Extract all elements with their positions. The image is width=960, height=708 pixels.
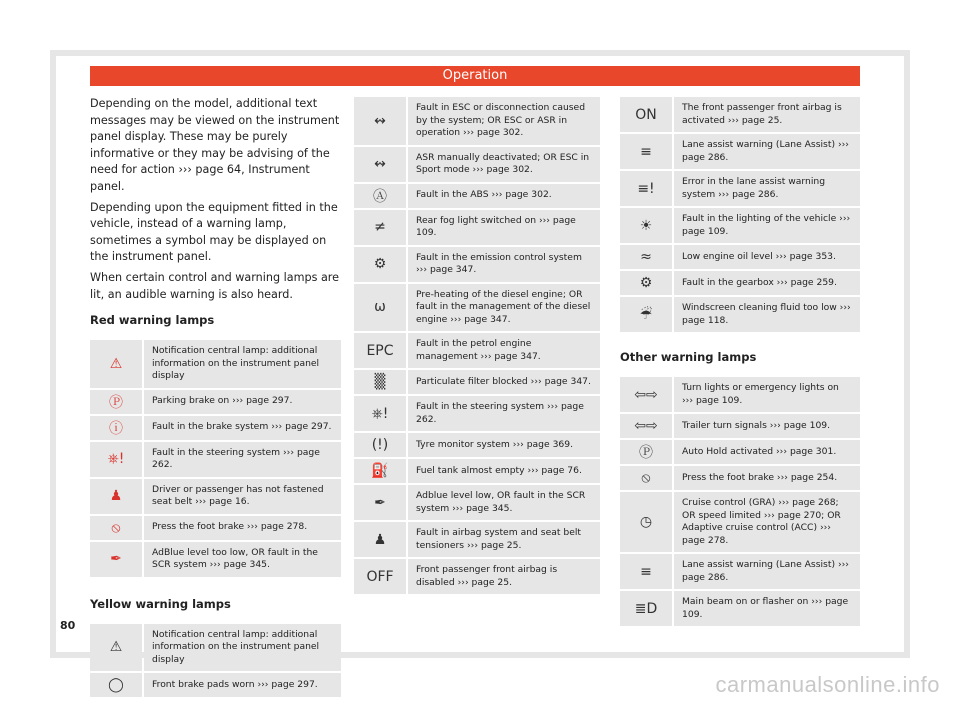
lamp-row [354, 370, 600, 396]
yellow-lamps-heading: Yellow warning lamps [90, 596, 231, 611]
lamp-row [620, 377, 860, 414]
airbag-icon: ♟ [354, 522, 406, 557]
lamp-row [620, 297, 860, 334]
lamp-description: AdBlue level too low, OR fault in the SCR system ››› page 345. [144, 542, 341, 577]
foot-brake-icon: ⦸ [620, 466, 672, 490]
lamp-description: Press the foot brake ››› page 278. [144, 516, 341, 540]
section-banner: Operation [90, 66, 860, 86]
lane-assist-icon: ≡ [620, 554, 672, 589]
lamp-row [354, 333, 600, 370]
lamp-description: The front passenger front airbag is activated ››› page 25. [674, 97, 860, 132]
washer-fluid-icon: ☔ [620, 297, 672, 332]
lamp-description: Fuel tank almost empty ››› page 76. [408, 459, 600, 483]
lamp-description: Driver or passenger has not fastened seat belt ››› page 16. [144, 479, 341, 514]
column-right [620, 96, 860, 628]
lamp-row [620, 492, 860, 554]
yellow-lamps-table-cont [354, 96, 600, 596]
page-number: 80 [60, 619, 76, 632]
main-beam-icon: ≣D [620, 591, 672, 626]
lamp-row [354, 184, 600, 210]
brake-fault-icon: ⓘ [90, 416, 142, 440]
lamp-row [354, 522, 600, 559]
lamp-description: Pre-heating of the diesel engine; OR fault in the management of the diesel engine ››› page 347. [408, 284, 600, 332]
lamp-row [90, 624, 341, 674]
yellow-lamps-table [90, 623, 341, 700]
gearbox-icon: ⚙ [620, 271, 672, 295]
lamp-row [354, 210, 600, 247]
fuel-tank-icon: ⛽ [354, 459, 406, 483]
lamp-description: Rear fog light switched on ››› page 109. [408, 210, 600, 245]
steering-fault-icon: ⎈! [90, 442, 142, 477]
lamp-row [620, 554, 860, 591]
lamp-row [90, 416, 341, 442]
lamp-description: Fault in ESC or disconnection caused by the system; OR ESC or ASR in operation ››› page 302. [408, 97, 600, 145]
lamp-description: Low engine oil level ››› page 353. [674, 245, 860, 269]
epc-icon: EPC [354, 333, 406, 368]
lamp-description: Notification central lamp: additional information on the instrument panel display [144, 624, 341, 672]
lane-assist-error-icon: ≡! [620, 171, 672, 206]
lamp-row [620, 245, 860, 271]
lamp-description: Main beam on or flasher on ››› page 109. [674, 591, 860, 626]
lamp-row [354, 247, 600, 284]
lamp-description: Auto Hold activated ››› page 301. [674, 440, 860, 464]
lamp-row [354, 284, 600, 334]
warning-triangle-icon: ⚠ [90, 340, 142, 388]
lamp-row [620, 271, 860, 297]
lamp-row [90, 673, 341, 699]
lamp-row [354, 396, 600, 433]
lamp-row [620, 208, 860, 245]
lamp-row [354, 459, 600, 485]
other-lamps-table [620, 376, 860, 628]
oil-level-icon: ≈ [620, 245, 672, 269]
lamp-description: Fault in the ABS ››› page 302. [408, 184, 600, 208]
parking-brake-icon: Ⓟ [90, 390, 142, 414]
lamp-description: Parking brake on ››› page 297. [144, 390, 341, 414]
lamp-row [620, 171, 860, 208]
passenger-airbag-off-icon: OFF [354, 559, 406, 594]
lamp-description: Fault in the steering system ››› page 262. [144, 442, 341, 477]
red-lamps-heading: Red warning lamps [90, 313, 215, 328]
turn-signal-icon: ⇦⇨ [620, 377, 672, 412]
lamp-row [620, 414, 860, 440]
warning-triangle-icon: ⚠ [90, 624, 142, 672]
lamp-row [354, 97, 600, 147]
lamp-row [90, 542, 341, 579]
lamp-description: Fault in airbag system and seat belt tensioners ››› page 25. [408, 522, 600, 557]
lamp-row [90, 340, 341, 390]
auto-hold-icon: Ⓟ [620, 440, 672, 464]
lamp-description: Fault in the emission control system ››› page 347. [408, 247, 600, 282]
adblue-icon: ✒ [90, 542, 142, 577]
lane-assist-icon: ≡ [620, 134, 672, 169]
lamp-row [354, 433, 600, 459]
lamp-row [354, 559, 600, 596]
lamp-description: Lane assist warning (Lane Assist) ››› page 286. [674, 554, 860, 589]
lamp-row [90, 516, 341, 542]
lamp-row [620, 591, 860, 628]
lamp-description: Adblue level low, OR fault in the SCR system ››› page 345. [408, 485, 600, 520]
trailer-signal-icon: ⇦⇨ [620, 414, 672, 438]
yellow-lamps-table-cont2 [620, 96, 860, 334]
passenger-airbag-on-icon: ON [620, 97, 672, 132]
asr-off-icon: ↭ [354, 147, 406, 182]
cruise-control-icon: ◷ [620, 492, 672, 552]
lamp-description: Front brake pads worn ››› page 297. [144, 673, 341, 697]
lamp-row [90, 442, 341, 479]
lamp-description: Press the foot brake ››› page 254. [674, 466, 860, 490]
glow-plug-icon: ω [354, 284, 406, 332]
other-lamps-heading: Other warning lamps [620, 350, 757, 364]
lamp-row [620, 97, 860, 134]
lamp-row [620, 466, 860, 492]
lamp-description: Fault in the lighting of the vehicle ››› page 109. [674, 208, 860, 243]
lamp-row [620, 440, 860, 466]
lamp-row [620, 134, 860, 171]
lamp-description: Front passenger front airbag is disabled ››› page 25. [408, 559, 600, 594]
seat-belt-icon: ♟ [90, 479, 142, 514]
emission-control-icon: ⚙ [354, 247, 406, 282]
lamp-description: Fault in the petrol engine management ››› page 347. [408, 333, 600, 368]
lamp-description: Particulate filter blocked ››› page 347. [408, 370, 600, 394]
lamp-description: Lane assist warning (Lane Assist) ››› page 286. [674, 134, 860, 169]
lamp-description: Fault in the steering system ››› page 262. [408, 396, 600, 431]
steering-fault-icon: ⎈! [354, 396, 406, 431]
column-middle [354, 96, 600, 596]
brake-pads-icon: ◯ [90, 673, 142, 697]
lamp-description: Error in the lane assist warning system ››› page 286. [674, 171, 860, 206]
intro-paragraph: Depending on the model, additional text messages may be viewed on the instrument panel display. These may be purely informative or they may be advising of the need for action ››› page 64, Instrument panel. [90, 97, 340, 193]
lamp-description: Fault in the gearbox ››› page 259. [674, 271, 860, 295]
lamp-description: Cruise control (GRA) ››› page 268; OR speed limited ››› page 270; OR Adaptive cruise control (ACC) ››› page 278. [674, 492, 860, 552]
lamp-description: Trailer turn signals ››› page 109. [674, 414, 860, 438]
tyre-monitor-icon: (!) [354, 433, 406, 457]
intro-paragraph: When certain control and warning lamps are lit, an audible warning is also heard. [90, 270, 340, 301]
lamp-row [354, 485, 600, 522]
lamp-description: Windscreen cleaning fluid too low ››› page 118. [674, 297, 860, 332]
lamp-description: Fault in the brake system ››› page 297. [144, 416, 341, 440]
red-lamps-table [90, 339, 341, 579]
intro-paragraph: Depending upon the equipment fitted in the vehicle, instead of a warning lamp, sometimes a symbol may be displayed on the instrument panel. [90, 200, 338, 264]
lamp-description: Tyre monitor system ››› page 369. [408, 433, 600, 457]
particulate-filter-icon: ▒ [354, 370, 406, 394]
lamp-row [90, 390, 341, 416]
watermark: carmanualsonline.info [715, 672, 940, 697]
adblue-icon: ✒ [354, 485, 406, 520]
lamp-description: Turn lights or emergency lights on ››› page 109. [674, 377, 860, 412]
light-fault-icon: ☀ [620, 208, 672, 243]
esc-icon: ↭ [354, 97, 406, 145]
rear-fog-light-icon: ≠ [354, 210, 406, 245]
foot-brake-icon: ⦸ [90, 516, 142, 540]
lamp-row [90, 479, 341, 516]
lamp-row [354, 147, 600, 184]
lamp-description: ASR manually deactivated; OR ESC in Sport mode ››› page 302. [408, 147, 600, 182]
abs-icon: Ⓐ [354, 184, 406, 208]
lamp-description: Notification central lamp: additional information on the instrument panel display [144, 340, 341, 388]
column-left [90, 96, 341, 699]
